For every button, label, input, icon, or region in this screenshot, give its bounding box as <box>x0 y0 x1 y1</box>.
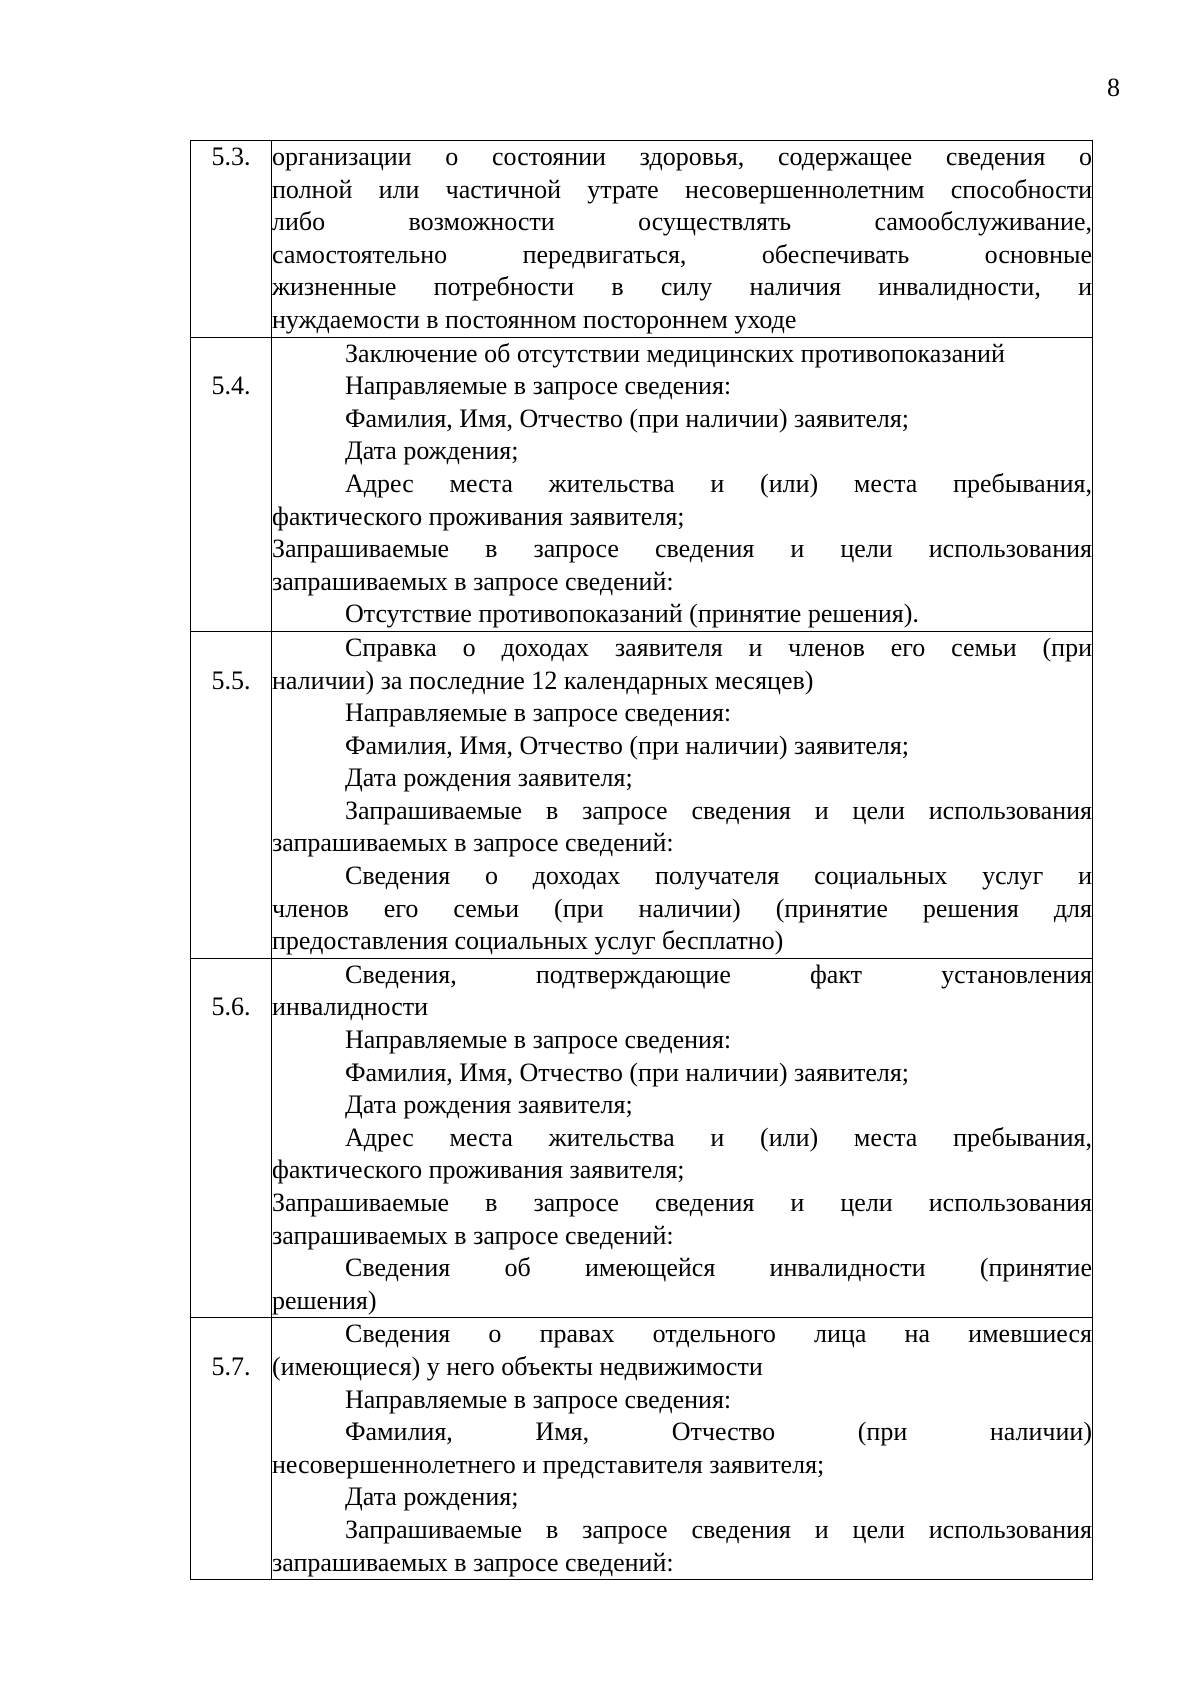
text-line: либо возможности осуществлять самообслуживание, <box>272 207 1092 237</box>
row-content-cell <box>272 141 1093 338</box>
text-line: Направляемые в запросе сведения: <box>345 698 732 728</box>
text-line: нуждаемости в постоянном постороннем уходе <box>272 304 797 334</box>
row-content-cell <box>272 337 1093 631</box>
text-line: Запрашиваемые в запросе сведения и цели использования <box>345 1514 1092 1544</box>
text-line: предоставления социальных услуг бесплатно) <box>272 926 784 956</box>
text-line: Запрашиваемые в запросе сведения и цели использования <box>272 1188 1092 1217</box>
text-line: Запрашиваемые в запросе сведения и цели использования <box>345 795 1092 825</box>
text-line: Направляемые в запросе сведения: <box>345 371 732 401</box>
text-line: Запрашиваемые в запросе сведения и цели использования <box>272 534 1092 564</box>
text-line: (имеющиеся) у него объекты недвижимости <box>272 1351 763 1381</box>
text-line: Фамилия, Имя, Отчество (при наличии) заявителя; <box>345 1057 910 1087</box>
text-line: Фамилия, Имя, Отчество (при наличии) заявителя; <box>345 403 910 433</box>
row-number-cell <box>191 141 272 338</box>
table-row <box>191 958 1093 1318</box>
row-number: 5.4. <box>211 371 251 401</box>
text-line: Дата рождения заявителя; <box>345 1090 633 1120</box>
text-line: Направляемые в запросе сведения: <box>345 1025 732 1055</box>
row-content-cell <box>272 1318 1093 1580</box>
text-line: наличии) за последние 12 календарных месяцев) <box>272 665 814 695</box>
text-line: Адрес места жительства и (или) места пребывания, <box>345 1122 1092 1152</box>
table-row <box>191 631 1093 958</box>
row-number: 5.5. <box>211 665 251 695</box>
row-number: 5.6. <box>211 992 251 1022</box>
table-row <box>191 337 1093 631</box>
text-line: Сведения о правах отдельного лица на имевшиеся <box>345 1319 1092 1349</box>
text-line: Дата рождения заявителя; <box>345 763 633 793</box>
text-line: Фамилия, Имя, Отчество (при наличии) <box>345 1417 1092 1447</box>
table-row <box>191 1318 1093 1580</box>
requests-table <box>190 140 1093 1580</box>
text-line: запрашиваемых в запросе сведений: <box>272 1220 674 1250</box>
text-line: Справка о доходах заявителя и членов его семьи (при <box>345 632 1092 662</box>
row-number-cell <box>191 337 272 631</box>
text-line: Заключение об отсутствии медицинских противопоказаний <box>345 338 1005 368</box>
text-line: Сведения о доходах получателя социальных услуг и <box>345 861 1092 891</box>
text-line: Отсутствие противопоказаний (принятие решения). <box>345 599 919 629</box>
text-line: Дата рождения; <box>345 436 519 466</box>
text-line: Фамилия, Имя, Отчество (при наличии) заявителя; <box>345 730 910 760</box>
text-line: организации о состоянии здоровья, содержащее сведения о <box>272 142 1092 171</box>
row-content-cell <box>272 631 1093 958</box>
text-line: полной или частичной утрате несовершеннолетним способности <box>272 174 1092 204</box>
table-row <box>191 141 1093 338</box>
row-number-cell <box>191 958 272 1318</box>
page-number: 8 <box>1107 73 1120 102</box>
text-line: инвалидности <box>272 992 429 1022</box>
text-line: запрашиваемых в запросе сведений: <box>272 566 674 596</box>
text-line: Сведения, подтверждающие факт установления <box>345 959 1092 989</box>
row-number: 5.7. <box>211 1351 251 1381</box>
text-line: решения) <box>272 1285 377 1315</box>
text-line: фактического проживания заявителя; <box>272 501 685 531</box>
text-line: запрашиваемых в запросе сведений: <box>272 1547 674 1577</box>
row-number-cell <box>191 1318 272 1580</box>
row-number-cell <box>191 631 272 958</box>
text-line: Дата рождения; <box>345 1482 519 1512</box>
text-line: самостоятельно передвигаться, обеспечивать основные <box>272 239 1092 269</box>
text-line: Сведения об имеющейся инвалидности (принятие <box>345 1253 1092 1283</box>
text-line: несовершеннолетнего и представителя заявителя; <box>272 1449 825 1479</box>
row-number: 5.3. <box>211 142 251 171</box>
text-line: Направляемые в запросе сведения: <box>345 1384 732 1414</box>
text-line: Адрес места жительства и (или) места пребывания, <box>345 468 1092 498</box>
text-line: фактического проживания заявителя; <box>272 1155 685 1185</box>
row-content-cell <box>272 958 1093 1318</box>
text-line: жизненные потребности в силу наличия инвалидности, и <box>272 272 1092 302</box>
text-line: членов его семьи (при наличии) (принятие решения для <box>272 893 1092 923</box>
text-line: запрашиваемых в запросе сведений: <box>272 828 674 858</box>
